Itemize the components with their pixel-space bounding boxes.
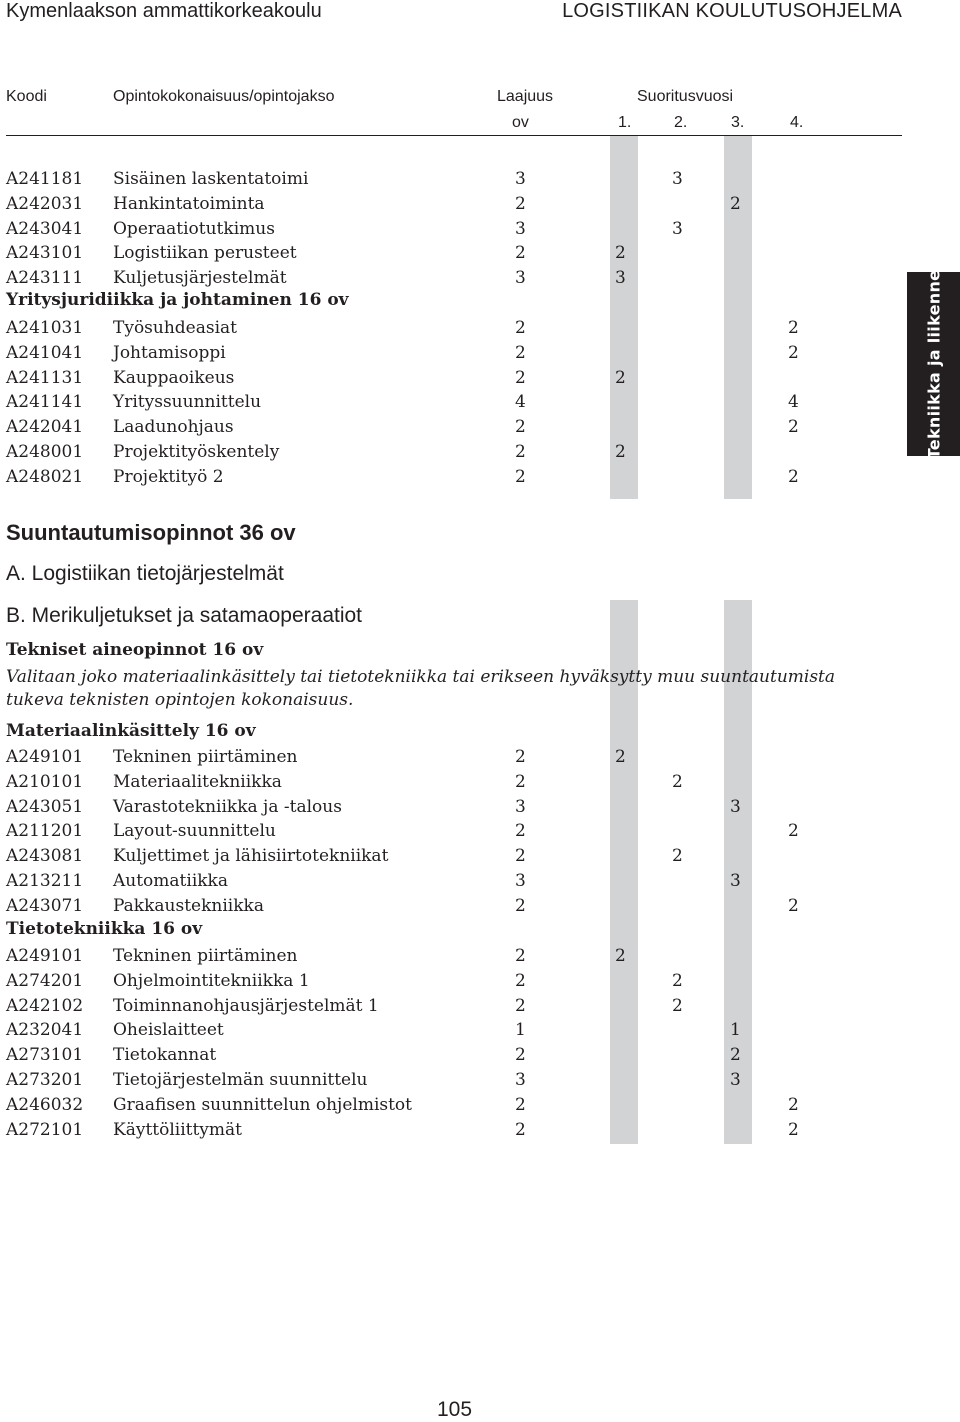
table-row [0, 465, 905, 489]
institution-name: Kymenlaakson ammattikorkeakoulu [6, 0, 322, 22]
table-row [0, 366, 905, 390]
course-year1: 2 [615, 367, 626, 388]
course-code: A243071 [6, 895, 84, 916]
course-year3: 3 [730, 796, 741, 817]
course-year1: 2 [615, 442, 626, 462]
table-row [0, 390, 905, 414]
course-name: Varastotekniikka ja -talous [113, 796, 342, 817]
course-credits: 2 [515, 1119, 526, 1140]
course-name: Operaatiotutkimus [113, 218, 275, 239]
course-code: A211201 [6, 821, 84, 842]
table-row [0, 316, 905, 340]
course-year4: 2 [788, 342, 799, 363]
course-name: Johtamisoppi [113, 342, 226, 363]
course-name: Layout-suunnittelu [113, 821, 276, 842]
table-row [0, 819, 905, 843]
course-name: Laadunohjaus [113, 417, 234, 438]
course-year4: 2 [788, 466, 799, 487]
course-credits: 2 [515, 466, 526, 487]
table-row [0, 1068, 905, 1092]
course-credits: 3 [515, 218, 526, 239]
course-code: A248001 [6, 442, 84, 462]
column-year-2: 2. [674, 114, 688, 131]
course-year2: 2 [672, 846, 683, 867]
course-credits: 2 [515, 367, 526, 388]
table-row [0, 341, 905, 365]
course-code: A246032 [6, 1094, 84, 1115]
course-name: Tekninen piirtäminen [113, 747, 298, 767]
course-year2: 2 [672, 970, 683, 991]
course-code: A274201 [6, 970, 84, 991]
course-year3: 2 [730, 193, 741, 214]
course-year1: 3 [615, 268, 626, 289]
table-row [0, 266, 905, 290]
course-year4: 4 [788, 392, 799, 413]
course-code: A242102 [6, 995, 84, 1016]
table-row [0, 241, 905, 265]
course-name: Graafisen suunnittelun ohjelmistot [113, 1094, 413, 1115]
column-year-4: 4. [790, 114, 804, 131]
course-code: A249101 [6, 747, 84, 767]
course-credits: 2 [515, 771, 526, 792]
column-code: Koodi [6, 88, 47, 105]
course-year4: 2 [788, 895, 799, 916]
table-row [0, 770, 905, 794]
table-row [0, 440, 905, 464]
course-name: Toiminnanohjausjärjestelmät 1 [113, 995, 379, 1016]
course-year3: 2 [730, 1045, 741, 1066]
course-year3: 1 [730, 1020, 741, 1041]
course-code: A242031 [6, 193, 84, 214]
course-name: Käyttöliittymät [113, 1119, 243, 1140]
course-credits: 2 [515, 1045, 526, 1066]
course-credits: 2 [515, 318, 526, 338]
table-row [0, 894, 905, 918]
table-row [0, 1118, 905, 1142]
course-credits: 3 [515, 1070, 526, 1090]
tech-studies-note-line2: tukeva teknisten opintojen kokonaisuus. [6, 690, 354, 710]
course-year1: 2 [615, 243, 626, 264]
course-credits: 2 [515, 846, 526, 867]
header-rule [6, 135, 902, 136]
table-row [0, 217, 905, 241]
course-credits: 3 [515, 796, 526, 817]
course-credits: 1 [515, 1020, 526, 1041]
course-code: A241131 [6, 367, 84, 388]
course-credits: 2 [515, 821, 526, 842]
course-name: Yrityssuunnittelu [113, 392, 262, 413]
column-year: Suoritusvuosi [637, 88, 734, 105]
course-code: A273101 [6, 1045, 84, 1066]
course-year2: 2 [672, 995, 683, 1016]
table-row [0, 944, 905, 968]
course-code: A243111 [6, 268, 84, 289]
course-code: A241141 [6, 392, 84, 413]
course-name: Materiaalitekniikka [113, 771, 282, 792]
course-year4: 2 [788, 1119, 799, 1140]
table-row [0, 167, 905, 191]
tech-studies-note-line1: Valitaan joko materiaalinkäsittely tai tietotekniikka tai erikseen hyväksytty muu suuntautumista [6, 667, 836, 687]
course-code: A232041 [6, 1020, 84, 1041]
table-row [0, 745, 905, 769]
course-code: A242041 [6, 417, 84, 438]
table-row [0, 969, 905, 993]
course-year2: 3 [672, 169, 683, 189]
course-name: Tietokannat [113, 1045, 217, 1066]
section-it-heading: Tietotekniikka 16 ov [6, 919, 203, 939]
course-credits: 3 [515, 268, 526, 289]
course-name: Automatiikka [113, 871, 228, 891]
course-name: Projektityö 2 [113, 466, 224, 487]
course-credits: 2 [515, 193, 526, 214]
course-year4: 2 [788, 1094, 799, 1115]
course-year1: 2 [615, 946, 626, 966]
course-name: Projektityöskentely [113, 442, 280, 462]
course-name: Tietojärjestelmän suunnittelu [113, 1070, 368, 1090]
course-year3: 3 [730, 1070, 741, 1090]
course-year3: 3 [730, 871, 741, 891]
course-code: A241181 [6, 169, 84, 189]
course-year4: 2 [788, 318, 799, 338]
course-code: A241031 [6, 318, 84, 338]
option-b: B. Merikuljetukset ja satamaoperaatiot [6, 604, 363, 627]
course-name: Ohjelmointitekniikka 1 [113, 970, 310, 991]
table-row [0, 415, 905, 439]
course-name: Tekninen piirtäminen [113, 946, 298, 966]
course-code: A213211 [6, 871, 84, 891]
course-code: A243051 [6, 796, 84, 817]
section-law-heading: Yritysjuridiikka ja johtaminen 16 ov [6, 290, 349, 310]
course-credits: 2 [515, 442, 526, 462]
course-credits: 3 [515, 871, 526, 891]
course-code: A243101 [6, 243, 84, 264]
course-year4: 2 [788, 417, 799, 438]
course-name: Pakkaustekniikka [113, 895, 264, 916]
course-name: Kuljetusjärjestelmät [113, 268, 287, 289]
course-name: Hankintatoiminta [113, 193, 265, 214]
page-number: 105 [437, 1398, 473, 1421]
programme-name: LOGISTIIKAN KOULUTUSOHJELMA [562, 0, 902, 22]
course-name: Kuljettimet ja lähisiirtotekniikat [113, 846, 389, 867]
course-code: A241041 [6, 342, 84, 363]
option-a: A. Logistiikan tietojärjestelmät [6, 562, 284, 585]
course-credits: 2 [515, 1094, 526, 1115]
side-tab [907, 269, 960, 459]
course-year4: 2 [788, 821, 799, 842]
course-code: A273201 [6, 1070, 84, 1090]
course-code: A272101 [6, 1119, 84, 1140]
table-row [0, 795, 905, 819]
course-credits: 3 [515, 169, 526, 189]
course-credits: 2 [515, 747, 526, 767]
course-name: Työsuhdeasiat [113, 318, 238, 338]
course-year2: 3 [672, 218, 683, 239]
course-year1: 2 [615, 747, 626, 767]
section-material-heading: Materiaalinkäsittely 16 ov [6, 721, 256, 741]
course-code: A248021 [6, 466, 84, 487]
table-row [0, 1043, 905, 1067]
course-code: A243041 [6, 218, 84, 239]
course-credits: 2 [515, 946, 526, 966]
course-code: A249101 [6, 946, 84, 966]
course-year2: 2 [672, 771, 683, 792]
course-name: Kauppaoikeus [113, 367, 235, 388]
course-credits: 2 [515, 342, 526, 363]
table-row [0, 994, 905, 1018]
course-credits: 2 [515, 243, 526, 264]
side-tab-label: Tekniikka ja liikenne [924, 269, 943, 459]
course-name: Oheislaitteet [113, 1020, 224, 1041]
column-credits: Laajuus [497, 88, 554, 105]
orientation-heading: Suuntautumisopinnot 36 ov [6, 520, 296, 545]
tech-studies-heading: Tekniset aineopinnot 16 ov [6, 640, 264, 660]
course-credits: 2 [515, 970, 526, 991]
column-year-1: 1. [618, 114, 632, 131]
course-code: A210101 [6, 771, 84, 792]
course-credits: 2 [515, 895, 526, 916]
course-credits: 2 [515, 417, 526, 438]
table-row [0, 869, 905, 893]
course-name: Logistiikan perusteet [113, 243, 297, 264]
column-name: Opintokokonaisuus/opintojakso [113, 88, 335, 105]
course-credits: 4 [515, 392, 526, 413]
table-row [0, 1093, 905, 1117]
table-row [0, 1018, 905, 1042]
column-credits-unit: ov [512, 114, 529, 131]
table-row [0, 192, 905, 216]
column-year-3: 3. [731, 114, 745, 131]
course-credits: 2 [515, 995, 526, 1016]
table-row [0, 844, 905, 868]
course-name: Sisäinen laskentatoimi [113, 169, 309, 189]
course-code: A243081 [6, 846, 84, 867]
